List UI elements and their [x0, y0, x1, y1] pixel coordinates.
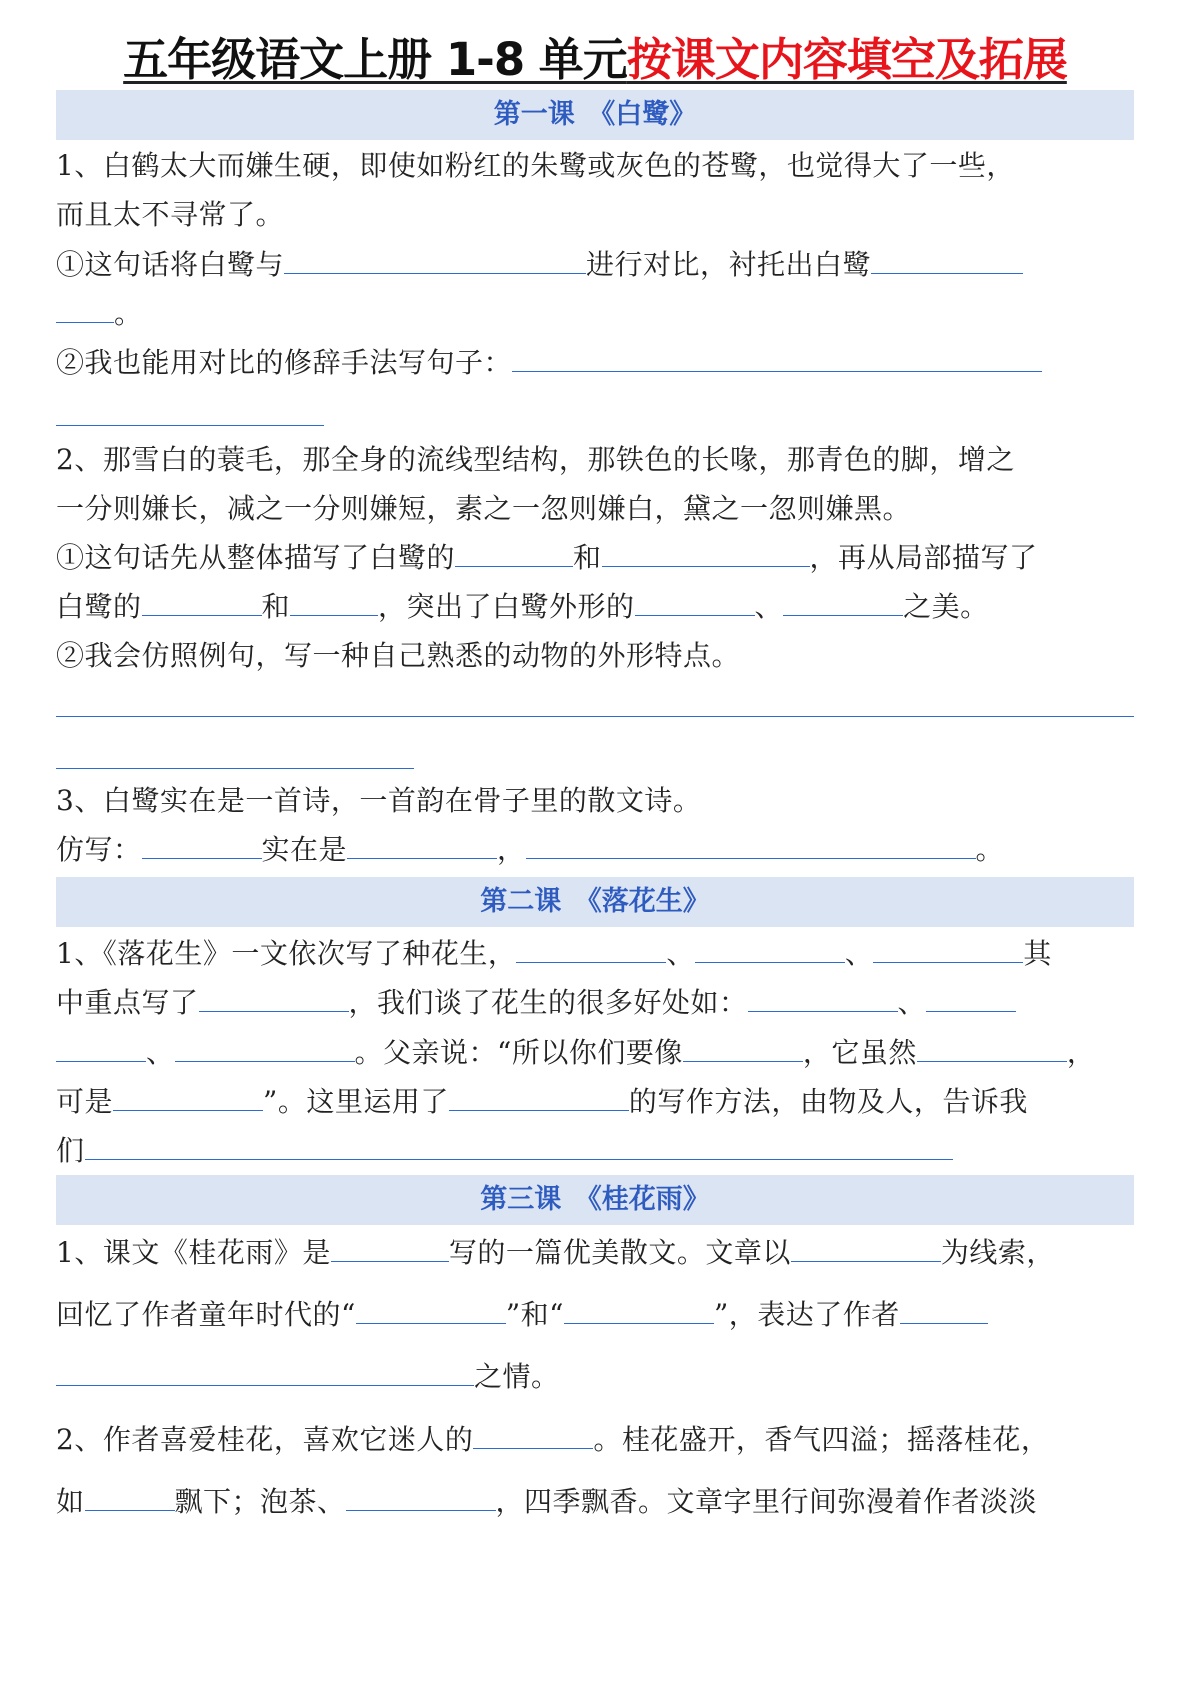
prompt-text: ，四季飘香。文章字里行间弥漫着作者淡淡 — [495, 1485, 1038, 1518]
lesson-1-q2-text: 2、那雪白的蓑毛，那全身的流线型结构，那铁色的长喙，那青色的脚，增之 — [56, 443, 1015, 476]
answer-blank[interactable] — [346, 1484, 496, 1511]
prompt-text: 。父亲说：“所以你们要像 — [354, 1036, 683, 1069]
answer-blank[interactable] — [175, 1035, 355, 1062]
answer-blank[interactable] — [873, 936, 1023, 963]
answer-blank[interactable] — [783, 589, 903, 616]
prompt-text: ，再从局部描写了 — [809, 541, 1038, 574]
answer-blank[interactable] — [564, 1297, 714, 1324]
lesson-1-q2-text-cont: 一分则嫌长，减之一分则嫌短，素之一忽则嫌白，黛之一忽则嫌黑。 — [56, 492, 912, 525]
lesson-3-header: 第三课 《桂花雨》 — [56, 1175, 1134, 1225]
prompt-text: ，我们谈了花生的很多好处如： — [348, 986, 748, 1019]
prompt-text: 和 — [573, 541, 602, 574]
answer-line[interactable] — [56, 768, 414, 769]
prompt-text: ①这句话先从整体描写了白鹭的 — [56, 541, 456, 574]
page-title — [56, 32, 1134, 88]
answer-blank[interactable] — [142, 832, 262, 859]
lesson-2-q1-line5 — [56, 1131, 1134, 1171]
answer-blank[interactable] — [455, 540, 573, 567]
lesson-1-q1-sub1 — [56, 245, 1134, 285]
answer-blank[interactable] — [284, 247, 586, 274]
answer-line[interactable] — [56, 716, 1134, 717]
answer-blank[interactable] — [347, 832, 497, 859]
prompt-text: ①这句话将白鹭与 — [56, 248, 285, 281]
answer-blank[interactable] — [56, 1035, 146, 1062]
answer-blank[interactable] — [199, 985, 349, 1012]
lesson-3-q1-line3 — [56, 1357, 1134, 1397]
prompt-text: ”，表达了作者 — [713, 1298, 900, 1331]
prompt-text: ”和“ — [505, 1298, 564, 1331]
lesson-3-q2-line1 — [56, 1420, 1134, 1460]
lesson-2-q1-line1 — [56, 934, 1134, 974]
prompt-text: 们 — [56, 1134, 85, 1167]
prompt-text: 。桂花盛开，香气四溢；摇落桂花， — [593, 1423, 1050, 1456]
lesson-2-q1-line3 — [56, 1033, 1134, 1073]
prompt-text: 、 — [754, 590, 784, 623]
prompt-text: 和 — [261, 590, 291, 623]
prompt-text: 之美。 — [903, 590, 989, 623]
answer-blank[interactable] — [56, 296, 114, 323]
answer-blank[interactable] — [331, 1235, 449, 1262]
lesson-2-header: 第二课 《落花生》 — [56, 877, 1134, 927]
prompt-text: 回忆了作者童年时代的“ — [56, 1298, 356, 1331]
answer-blank[interactable] — [635, 589, 755, 616]
answer-blank[interactable] — [602, 540, 810, 567]
answer-blank[interactable] — [917, 1035, 1067, 1062]
prompt-text: ，它虽然 — [802, 1036, 917, 1069]
answer-blank[interactable] — [85, 1484, 175, 1511]
answer-blank[interactable] — [142, 589, 262, 616]
lesson-3-q2-line2 — [56, 1482, 1134, 1522]
answer-blank[interactable] — [356, 1297, 506, 1324]
answer-blank[interactable] — [516, 936, 666, 963]
prompt-text: 之情。 — [474, 1360, 560, 1393]
answer-blank[interactable] — [512, 345, 1042, 372]
answer-blank[interactable] — [526, 832, 976, 859]
answer-line[interactable] — [56, 425, 324, 426]
lesson-1-q1-text: 1、白鹤太大而嫌生硬，即使如粉红的朱鹭或灰色的苍鹭，也觉得大了一些， — [56, 149, 1015, 182]
prompt-text: ，突出了白鹭外形的 — [378, 590, 635, 623]
answer-blank[interactable] — [449, 1084, 629, 1111]
prompt-text: 1、《落花生》一文依次写了种花生， — [56, 937, 517, 970]
lesson-1-q1-sub1-cont — [56, 294, 1134, 334]
prompt-text: 、 — [666, 937, 695, 970]
prompt-text: ”。这里运用了 — [263, 1085, 449, 1118]
prompt-text: 。 — [114, 297, 143, 330]
lesson-1-q3-text: 3、白鹭实在是一首诗，一首韵在骨子里的散文诗。 — [56, 784, 702, 817]
answer-blank[interactable] — [748, 985, 898, 1012]
answer-blank[interactable] — [926, 985, 1016, 1012]
lesson-3-q1-line1 — [56, 1233, 1134, 1273]
answer-blank[interactable] — [791, 1235, 941, 1262]
title-part-1: 五年级语文上册 1-8 单元 — [123, 33, 627, 86]
lesson-1-q2-sub1-cont — [56, 587, 1134, 627]
prompt-text: 、 — [844, 937, 874, 970]
prompt-text: 飘下；泡茶、 — [174, 1485, 346, 1518]
lesson-1-q2-sub2: ②我会仿照例句，写一种自己熟悉的动物的外形特点。 — [56, 639, 741, 672]
prompt-text: 进行对比，衬托出白鹭 — [586, 248, 872, 281]
lesson-1-header: 第一课 《白鹭》 — [56, 90, 1134, 140]
answer-blank[interactable] — [871, 247, 1023, 274]
prompt-text: 为线索， — [940, 1236, 1055, 1269]
prompt-text: 的写作方法，由物及人，告诉我 — [628, 1085, 1028, 1118]
answer-blank[interactable] — [113, 1084, 263, 1111]
answer-blank[interactable] — [56, 1359, 474, 1386]
lesson-2-q1-line4 — [56, 1082, 1134, 1122]
answer-blank[interactable] — [85, 1133, 953, 1160]
lesson-1-q3-imitate — [56, 830, 1134, 870]
lesson-1-q2-sub1 — [56, 538, 1134, 578]
prompt-text: 写的一篇优美散文。文章以 — [448, 1236, 791, 1269]
prompt-text: ， — [497, 833, 526, 866]
answer-blank[interactable] — [900, 1297, 988, 1324]
answer-blank[interactable] — [695, 936, 845, 963]
lesson-1-q1-text-cont: 而且太不寻常了。 — [56, 198, 285, 231]
prompt-text: 、 — [897, 986, 927, 1019]
answer-blank[interactable] — [683, 1035, 803, 1062]
prompt-text: 如 — [56, 1485, 85, 1518]
lesson-2-q1-line2 — [56, 983, 1134, 1023]
prompt-text: 白鹭的 — [56, 590, 142, 623]
prompt-text: 。 — [975, 833, 1005, 866]
lesson-3-q1-line2 — [56, 1295, 1134, 1335]
prompt-text: 中重点写了 — [56, 986, 199, 1019]
title-part-2: 按课文内容填空及拓展 — [626, 33, 1067, 86]
prompt-text: 实在是 — [261, 833, 348, 866]
prompt-text: 可是 — [56, 1085, 114, 1118]
prompt-text: 仿写： — [56, 833, 142, 866]
prompt-text: 其 — [1023, 937, 1052, 970]
lesson-1-q1-sub2 — [56, 343, 1134, 383]
answer-blank[interactable] — [290, 589, 378, 616]
prompt-text: 2、作者喜爱桂花，喜欢它迷人的 — [56, 1423, 474, 1456]
prompt-text: ②我也能用对比的修辞手法写句子： — [56, 346, 513, 379]
prompt-text: 、 — [146, 1036, 175, 1069]
prompt-text: ， — [1066, 1036, 1096, 1069]
answer-blank[interactable] — [473, 1422, 593, 1449]
prompt-text: 1、课文《桂花雨》是 — [56, 1236, 331, 1269]
